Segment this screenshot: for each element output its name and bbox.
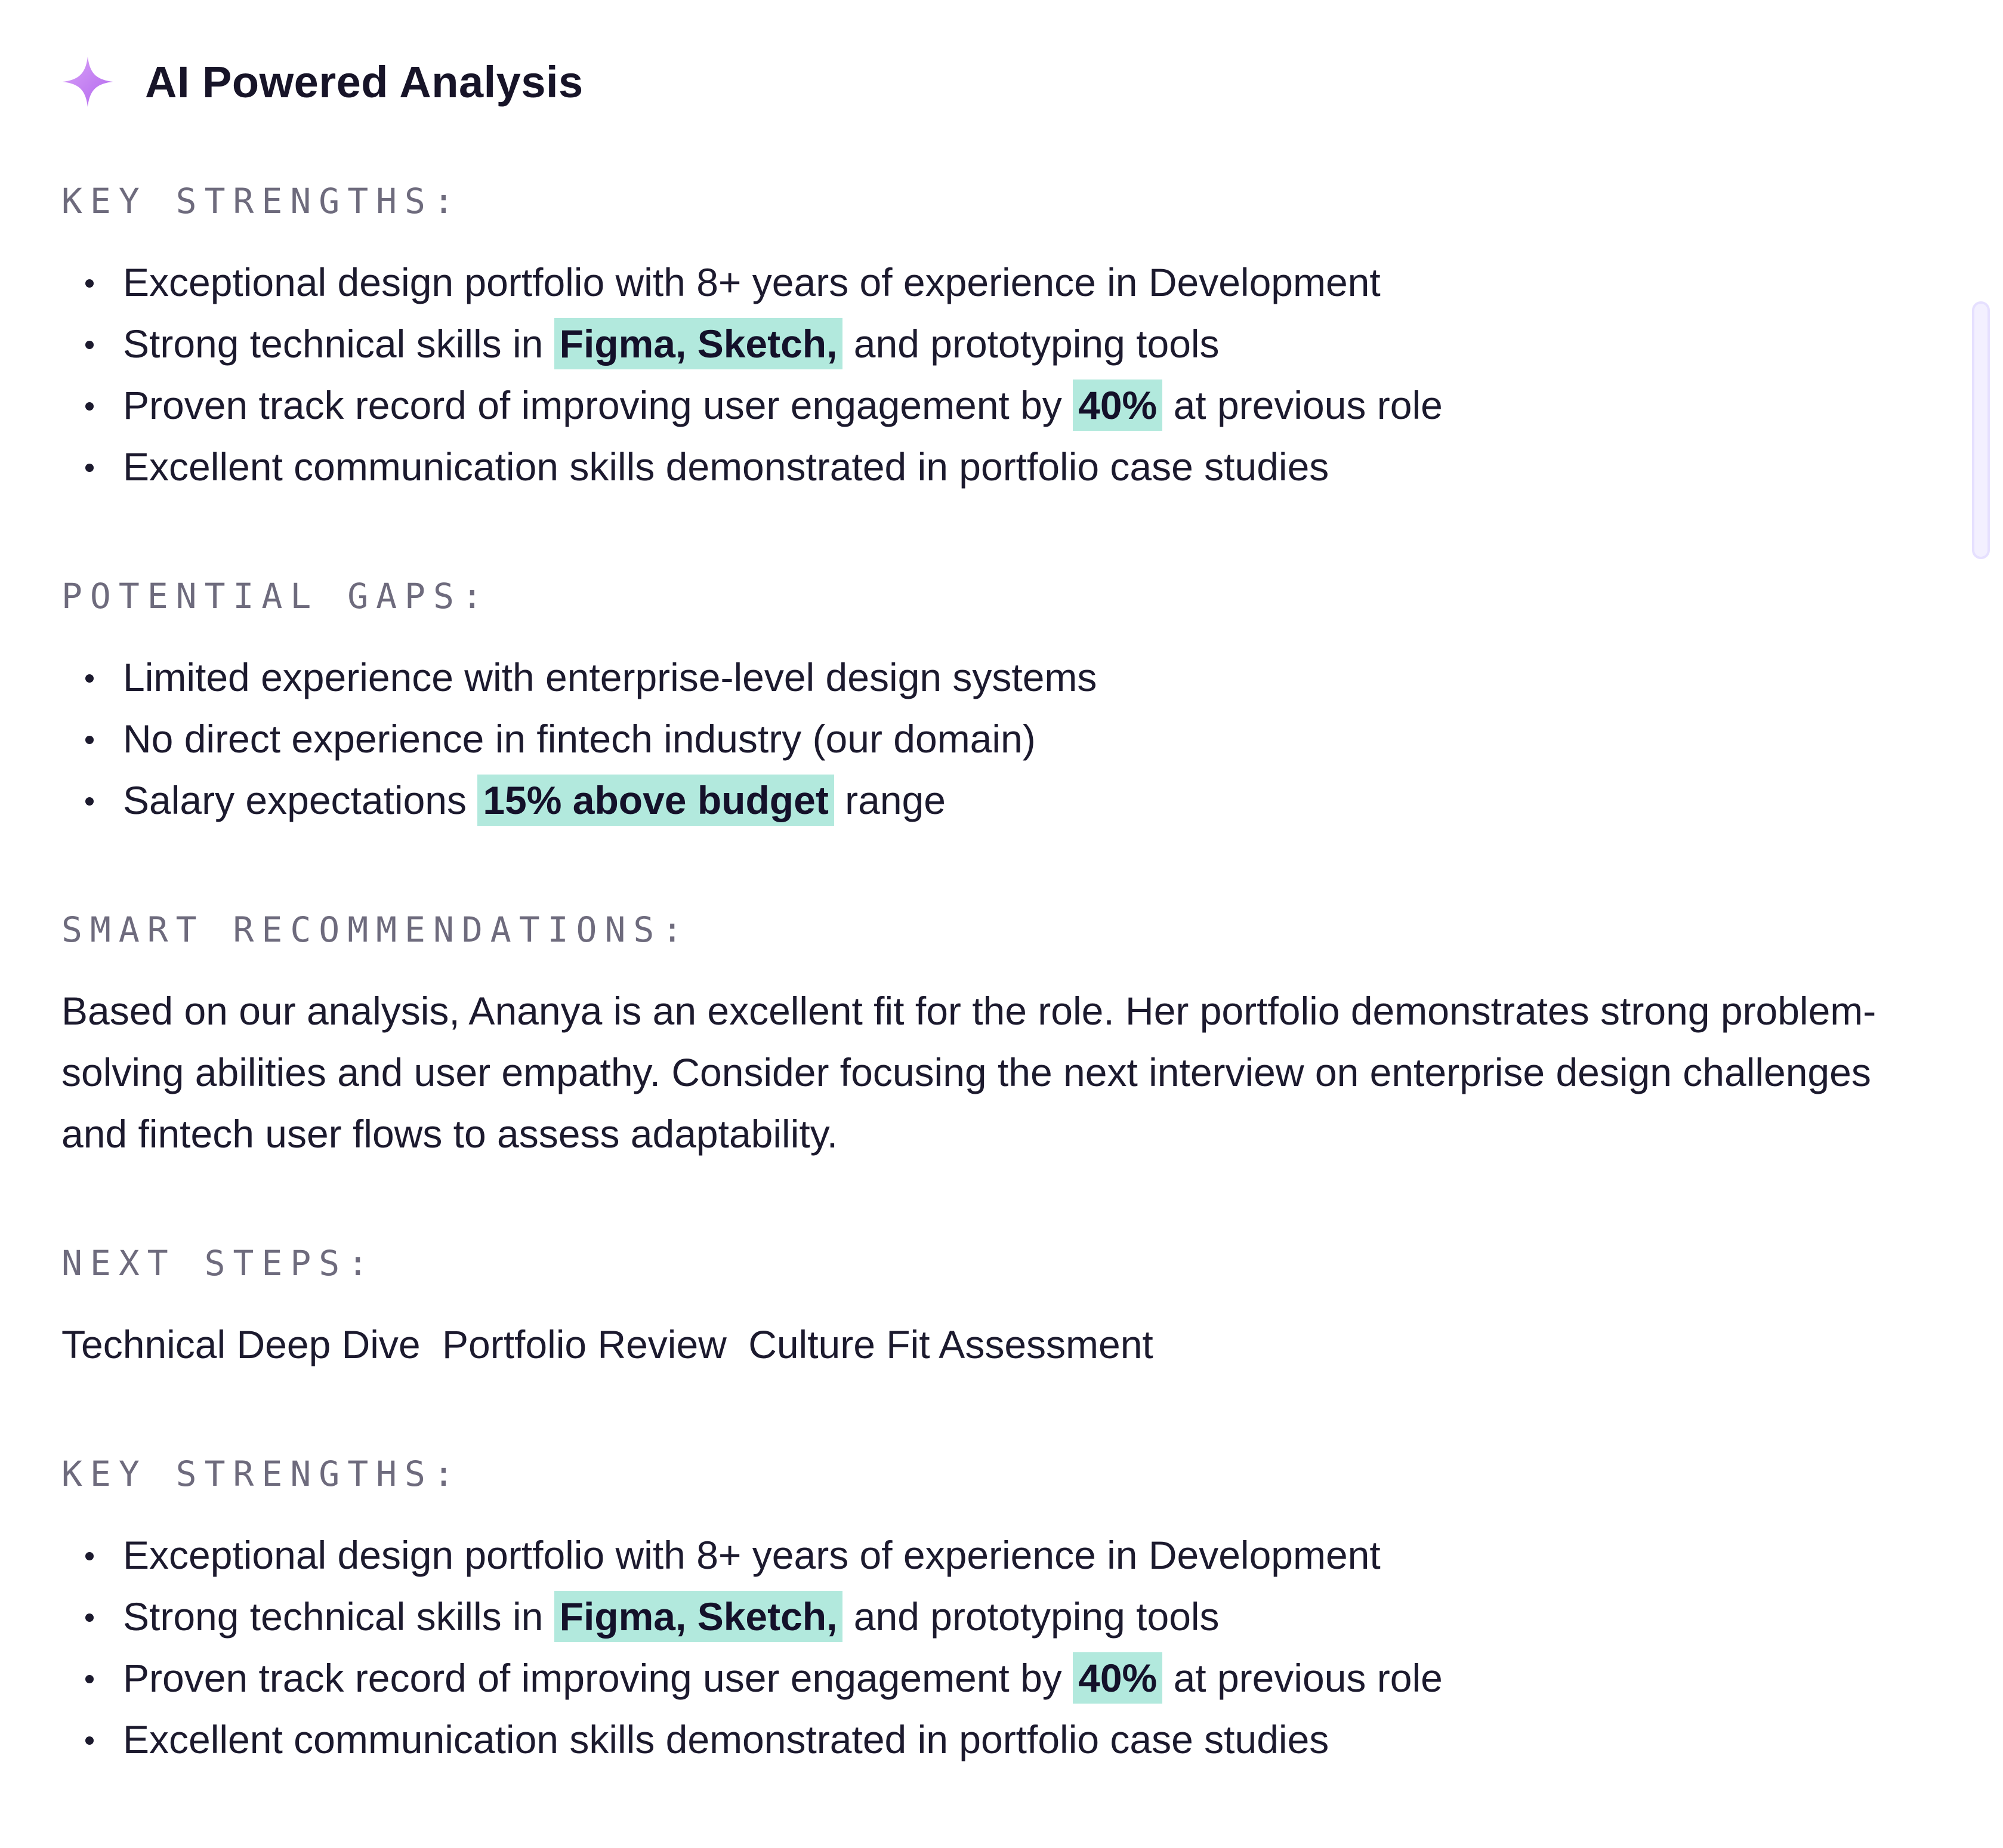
next-steps-list [61, 1314, 1911, 1375]
list-item [61, 1586, 1911, 1648]
list-item [61, 252, 1911, 313]
bullet-dot [85, 464, 94, 472]
bullet-dot [85, 1552, 94, 1560]
item-text: Strong technical skills in [123, 1594, 554, 1639]
list-item [61, 436, 1911, 498]
highlight-tag: 40% [1073, 380, 1162, 431]
bullet-dot [85, 1613, 94, 1622]
item-text: Proven track record of improving user engagement by [123, 383, 1073, 427]
bullet-dot [85, 341, 94, 349]
item-text: Exceptional design portfolio with 8+ years of experience in Development [123, 1533, 1381, 1577]
item-text: and prototyping tools [842, 322, 1220, 366]
item-text: Strong technical skills in [123, 322, 554, 366]
next-step-item: Technical Deep Dive [61, 1322, 421, 1366]
list-item [61, 708, 1911, 770]
list-item [61, 1525, 1911, 1586]
section-label-potential-gaps: POTENTIAL GAPS: [61, 576, 490, 616]
list-item [61, 313, 1911, 375]
section-label-key-strengths: KEY STRENGTHS: [61, 181, 462, 221]
sparkle-icon [61, 55, 114, 108]
scrollbar[interactable] [1972, 301, 1990, 559]
item-text: range [834, 778, 946, 822]
next-step-item: Portfolio Review [442, 1322, 727, 1366]
list-item [61, 647, 1911, 708]
list-item [61, 375, 1911, 436]
section-label-key-strengths-repeat: KEY STRENGTHS: [61, 1454, 462, 1494]
bullet-dot [85, 736, 94, 744]
key-strengths-list [61, 252, 1911, 498]
item-text: Exceptional design portfolio with 8+ years of experience in Development [123, 260, 1381, 304]
list-item [61, 770, 1911, 831]
item-text: Excellent communication skills demonstrated in portfolio case studies [123, 445, 1329, 489]
panel-header [61, 49, 1911, 115]
bullet-dot [85, 1736, 94, 1745]
bullet-dot [85, 402, 94, 411]
highlight-tag: 40% [1073, 1652, 1162, 1704]
bullet-dot [85, 1675, 94, 1683]
highlight-tag: Figma, Sketch, [554, 318, 843, 369]
bullet-dot [85, 797, 94, 806]
key-strengths-list-repeat [61, 1525, 1911, 1770]
recommendations-text: Based on our analysis, Ananya is an excellent fit for the role. Her portfolio demonstrates strong problem-solving abilities and user empathy. Consider focusing the next interview on enterprise design challenges and fintech user flows to assess adaptability. [61, 989, 1877, 1156]
item-text: at previous role [1162, 383, 1443, 427]
section-label-next-steps: NEXT STEPS: [61, 1243, 376, 1284]
next-step-item: Culture Fit Assessment [748, 1322, 1153, 1366]
item-text: Proven track record of improving user engagement by [123, 1656, 1073, 1700]
item-text: Excellent communication skills demonstrated in portfolio case studies [123, 1717, 1329, 1761]
item-text: at previous role [1162, 1656, 1443, 1700]
list-item [61, 1648, 1911, 1709]
item-text: Salary expectations [123, 778, 478, 822]
highlight-tag: 15% above budget [477, 775, 834, 826]
highlight-tag: Figma, Sketch, [554, 1591, 843, 1642]
item-text: No direct experience in fintech industry (our domain) [123, 717, 1036, 761]
ai-analysis-content [61, 49, 1911, 1848]
bullet-dot [85, 279, 94, 288]
section-label-smart-recommendations: SMART RECOMMENDATIONS: [61, 909, 691, 950]
item-text: Limited experience with enterprise-level design systems [123, 655, 1097, 699]
list-item [61, 1709, 1911, 1770]
item-text: and prototyping tools [842, 1594, 1220, 1639]
potential-gaps-list [61, 647, 1911, 831]
bullet-dot [85, 674, 94, 683]
panel-title: AI Powered Analysis [145, 57, 584, 107]
